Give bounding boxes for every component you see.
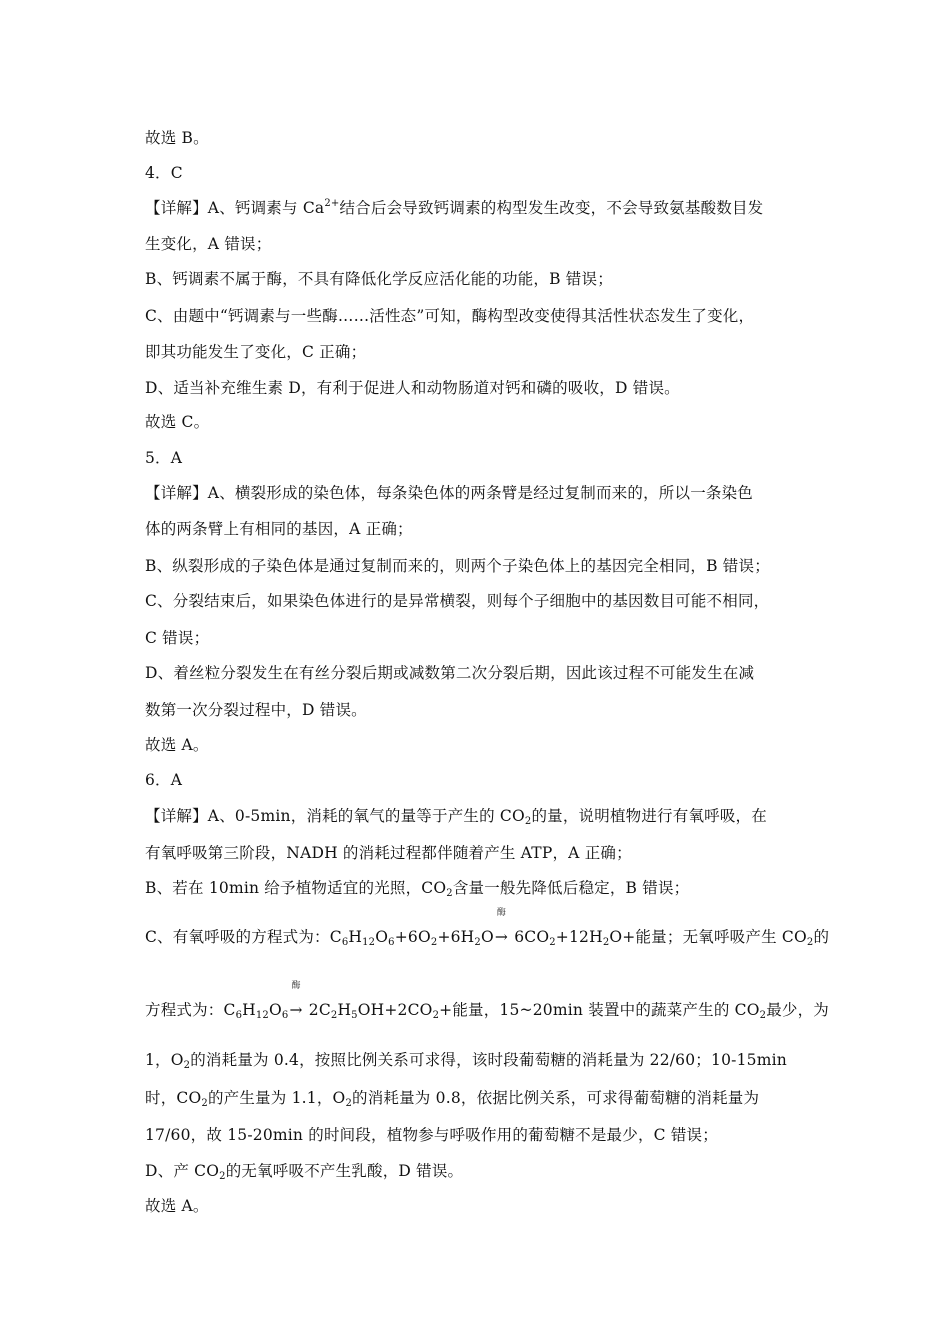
text-run: 时，CO — [145, 1089, 202, 1107]
explanation-line: B、纵裂形成的子染色体是通过复制而来的，则两个子染色体上的基因完全相同，B 错误； — [145, 557, 770, 575]
text-run: 6CO — [509, 928, 550, 946]
explanation-line — [145, 1049, 810, 1071]
explanation-line: C、由题中“钙调素与一些酶……活性态”可知，酶构型改变使得其活性状态发生了变化， — [145, 307, 755, 325]
text-run: H — [242, 1001, 256, 1019]
answer-line: 故选 A。 — [145, 1197, 209, 1215]
text-run: 最少，为 — [766, 1001, 829, 1019]
question-number: 5．A — [145, 449, 183, 467]
subscript: 2 — [549, 937, 556, 948]
explanation-line — [145, 1160, 810, 1182]
answer-line: 故选 A。 — [145, 736, 209, 754]
explanation-line — [145, 877, 810, 899]
text-run: O — [375, 928, 389, 946]
text-run: 的消耗量为 0.8，依据比例关系，可求得葡萄糖的消耗量为 — [352, 1089, 760, 1107]
subscript: 2 — [201, 1098, 208, 1109]
catalyst-label: 酶 — [496, 908, 507, 918]
subscript: 2 — [524, 816, 532, 827]
question-number: 6．A — [145, 771, 183, 789]
subscript: 2 — [345, 1098, 352, 1109]
subscript: 2 — [759, 1010, 767, 1021]
text-run: 的消耗量为 0.4，按照比例关系可求得，该时段葡萄糖的消耗量为 22/60；10-15min — [190, 1051, 787, 1069]
subscript: 12 — [255, 1010, 269, 1021]
subscript: 6 — [388, 937, 395, 948]
text-run: H — [348, 928, 363, 946]
explanation-line: D、适当补充维生素 D，有利于促进人和动物肠道对钙和磷的吸收，D 错误。 — [145, 379, 680, 397]
text-run: +能量，15~20min 装置中的蔬菜产生的 CO — [439, 1001, 760, 1019]
answer-line: 故选 B。 — [145, 129, 209, 147]
subscript: 2 — [602, 937, 610, 948]
explanation-line — [145, 197, 810, 219]
catalyst-label: 酶 — [291, 981, 301, 991]
arrow-glyph: → — [494, 928, 509, 946]
explanation-line: C、分裂结束后，如果染色体进行的是异常横裂，则每个子细胞中的基因数目可能不相同， — [145, 592, 770, 610]
arrow-glyph: → — [289, 1001, 303, 1019]
answer-line: 故选 C。 — [145, 413, 210, 431]
explanation-line: C 错误； — [145, 629, 210, 647]
text-run: 方程式为：C — [145, 1001, 236, 1019]
subscript: 2 — [219, 1171, 226, 1182]
explanation-line: D、着丝粒分裂发生在有丝分裂后期或减数第二次分裂后期，因此该过程不可能发生在减 — [145, 664, 755, 682]
subscript: 6 — [281, 1010, 289, 1021]
text-run: 1，O — [145, 1051, 184, 1069]
text-run: 【详解】A、0-5min，消耗的氧气的量等于产生的 CO — [145, 807, 525, 825]
text-run: 的 — [813, 928, 830, 946]
explanation-line: 即其功能发生了变化，C 正确； — [145, 343, 367, 361]
text-run: 的量，说明植物进行有氧呼吸，在 — [531, 807, 767, 825]
question-number: 4．C — [145, 164, 183, 182]
text-run: +6H — [437, 928, 475, 946]
subscript: 2 — [474, 937, 481, 948]
subscript: 2 — [446, 888, 453, 899]
subscript: 12 — [362, 937, 376, 948]
explanation-line: 17/60，故 15-20min 的时间段，植物参与呼吸作用的葡萄糖不是最少，C 错误； — [145, 1126, 718, 1144]
explanation-line — [145, 1087, 810, 1109]
equation-line — [145, 981, 829, 1021]
text-run: 【详解】A、钙调素与 Ca — [145, 199, 325, 217]
text-run: 2C — [303, 1001, 331, 1019]
text-run: O — [268, 1001, 282, 1019]
text-run: 结合后会导致钙调素的构型发生改变，不会导致氨基酸数目发 — [339, 199, 764, 217]
text-run: D、产 CO — [145, 1162, 220, 1180]
subscript: 5 — [351, 1010, 358, 1021]
reaction-arrow — [494, 908, 509, 948]
text-run: 含量一般先降低后稳定，B 错误； — [452, 879, 690, 897]
text-run: O — [480, 928, 494, 946]
text-run: +12H — [555, 928, 603, 946]
explanation-line: 【详解】A、横裂形成的染色体，每条染色体的两条臂是经过复制而来的，所以一条染色 — [145, 484, 753, 502]
subscript: 6 — [341, 937, 349, 948]
text-run: B、若在 10min 给予植物适宜的光照，CO — [145, 879, 447, 897]
explanation-line: 体的两条臂上有相同的基因，A 正确； — [145, 520, 413, 538]
explanation-line — [145, 805, 810, 827]
subscript: 2 — [183, 1060, 191, 1071]
equation-line — [145, 908, 830, 948]
subscript: 2 — [430, 937, 438, 948]
text-run: OH+2CO — [357, 1001, 433, 1019]
subscript: 2 — [330, 1010, 338, 1021]
explanation-line: 生变化，A 错误； — [145, 235, 272, 253]
reaction-arrow — [288, 981, 303, 1021]
explanation-line: B、钙调素不属于酶，不具有降低化学反应活化能的功能，B 错误； — [145, 270, 613, 288]
text-run: 的产生量为 1.1，O — [207, 1089, 346, 1107]
subscript: 6 — [235, 1010, 243, 1021]
explanation-line: 数第一次分裂过程中，D 错误。 — [145, 701, 367, 719]
explanation-line: 有氧呼吸第三阶段，NADH 的消耗过程都伴随着产生 ATP，A 正确； — [145, 844, 632, 862]
superscript: 2+ — [324, 198, 340, 209]
text-run: H — [337, 1001, 352, 1019]
text-run: +6O — [394, 928, 431, 946]
subscript: 2 — [432, 1010, 440, 1021]
text-run: 的无氧呼吸不产生乳酸，D 错误。 — [225, 1162, 464, 1180]
subscript: 2 — [806, 937, 814, 948]
text-run: C、有氧呼吸的方程式为：C — [145, 928, 342, 946]
text-run: O+能量；无氧呼吸产生 CO — [609, 928, 807, 946]
